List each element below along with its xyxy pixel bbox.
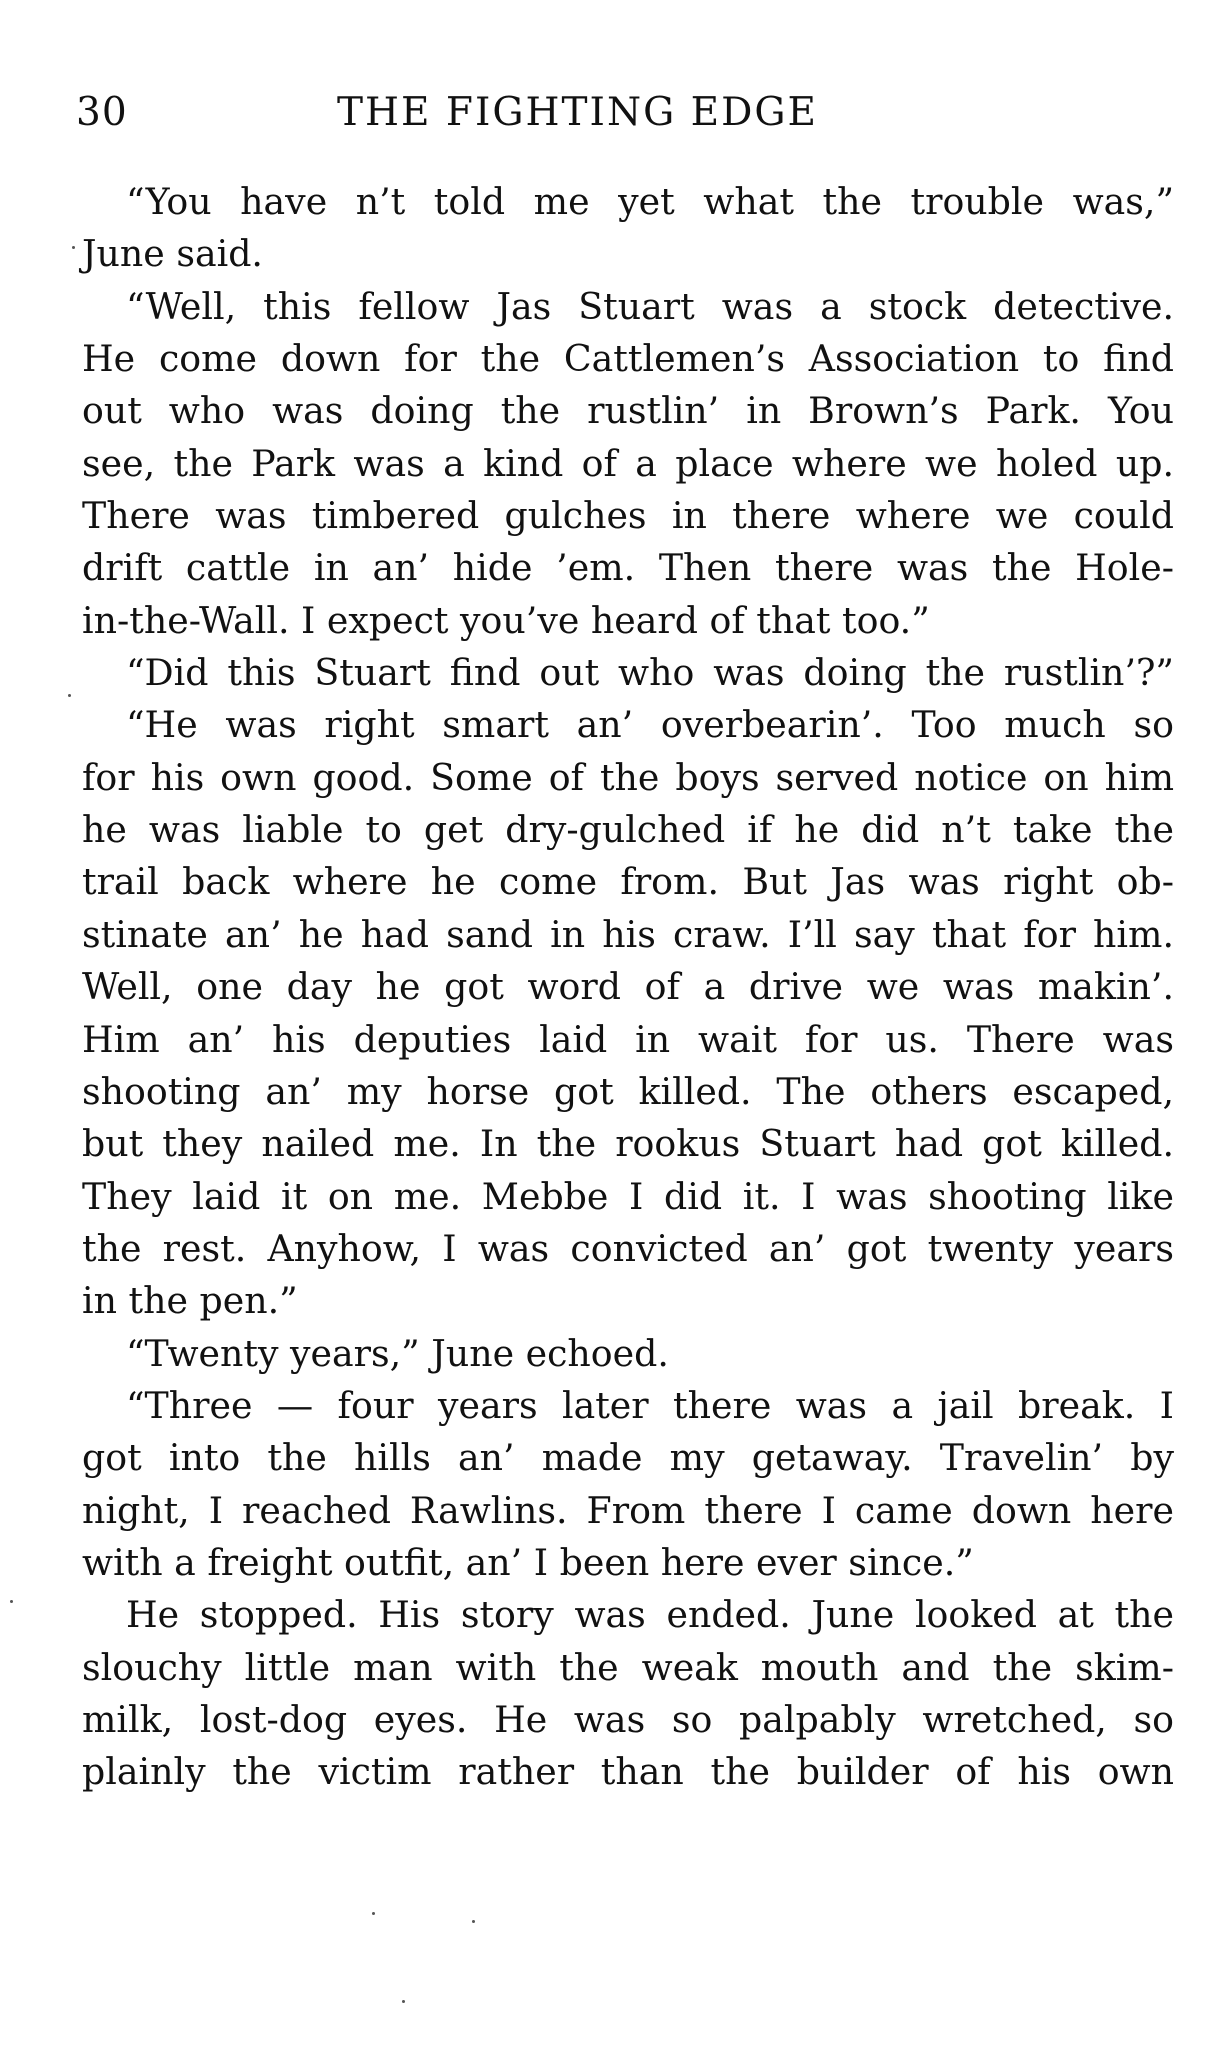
text-line: slouchy little man with the weak mouth and the skim- — [82, 1645, 1174, 1689]
running-head: THE FIGHTING EDGE — [337, 90, 818, 135]
page-header — [76, 88, 1176, 148]
text-line: “Did this Stuart find out who was doing the rustlin’?” — [126, 651, 1174, 695]
text-line: He stopped. His story was ended. June looked at the — [126, 1593, 1174, 1637]
paper-speck — [68, 694, 71, 697]
text-line: night, I reached Rawlins. From there I came down here — [82, 1488, 1174, 1532]
text-line: he was liable to get dry-gulched if he did n’t take the — [82, 808, 1174, 852]
text-line: shooting an’ my horse got killed. The others escaped, — [82, 1069, 1174, 1113]
text-line: There was timbered gulches in there where we could — [82, 494, 1174, 538]
paper-speck — [72, 246, 75, 249]
paper-speck — [372, 1912, 375, 1915]
text-line: Him an’ his deputies laid in wait for us. There was — [82, 1017, 1174, 1061]
page-number: 30 — [76, 90, 128, 135]
text-line: plainly the victim rather than the builder of his own — [82, 1750, 1174, 1794]
text-line: stinate an’ he had sand in his craw. I’ll say that for him. — [82, 912, 1174, 956]
text-line: He come down for the Cattlemen’s Association to find — [82, 337, 1174, 381]
text-line: Well, one day he got word of a drive we was makin’. — [82, 965, 1174, 1009]
text-line: “Twenty years,” June echoed. — [126, 1331, 669, 1375]
text-line: “You have n’t told me yet what the trouble was,” — [126, 180, 1174, 223]
text-line: got into the hills an’ made my getaway. Travelin’ by — [82, 1436, 1174, 1480]
text-line: with a freight outfit, an’ I been here ever since.” — [82, 1540, 974, 1584]
text-line: June said. — [82, 232, 263, 276]
paper-speck — [402, 2000, 405, 2003]
paper-speck — [472, 1920, 475, 1923]
text-line: out who was doing the rustlin’ in Brown’s Park. You — [82, 389, 1174, 433]
text-line: “Well, this fellow Jas Stuart was a stock detective. — [126, 284, 1174, 328]
text-line: in the pen.” — [82, 1279, 298, 1323]
text-line: but they nailed me. In the rookus Stuart had got killed. — [82, 1122, 1174, 1166]
text-line: They laid it on me. Mebbe I did it. I was shooting like — [82, 1174, 1174, 1218]
text-line: “Three — four years later there was a jail break. I — [126, 1383, 1174, 1427]
text-line: trail back where he come from. But Jas was right ob- — [82, 860, 1174, 904]
paper-speck — [10, 1600, 13, 1603]
text-line: milk, lost-dog eyes. He was so palpably wretched, so — [82, 1697, 1174, 1741]
text-line: drift cattle in an’ hide ’em. Then there was the Hole- — [82, 546, 1174, 590]
text-line: the rest. Anyhow, I was convicted an’ got twenty years — [82, 1226, 1174, 1270]
body-text — [82, 176, 1174, 1799]
text-line: “He was right smart an’ overbearin’. Too much so — [126, 703, 1174, 747]
text-line: for his own good. Some of the boys served notice on him — [82, 755, 1174, 799]
text-line: see, the Park was a kind of a place where we holed up. — [82, 441, 1174, 485]
text-line: in-the-Wall. I expect you’ve heard of that too.” — [82, 598, 930, 642]
